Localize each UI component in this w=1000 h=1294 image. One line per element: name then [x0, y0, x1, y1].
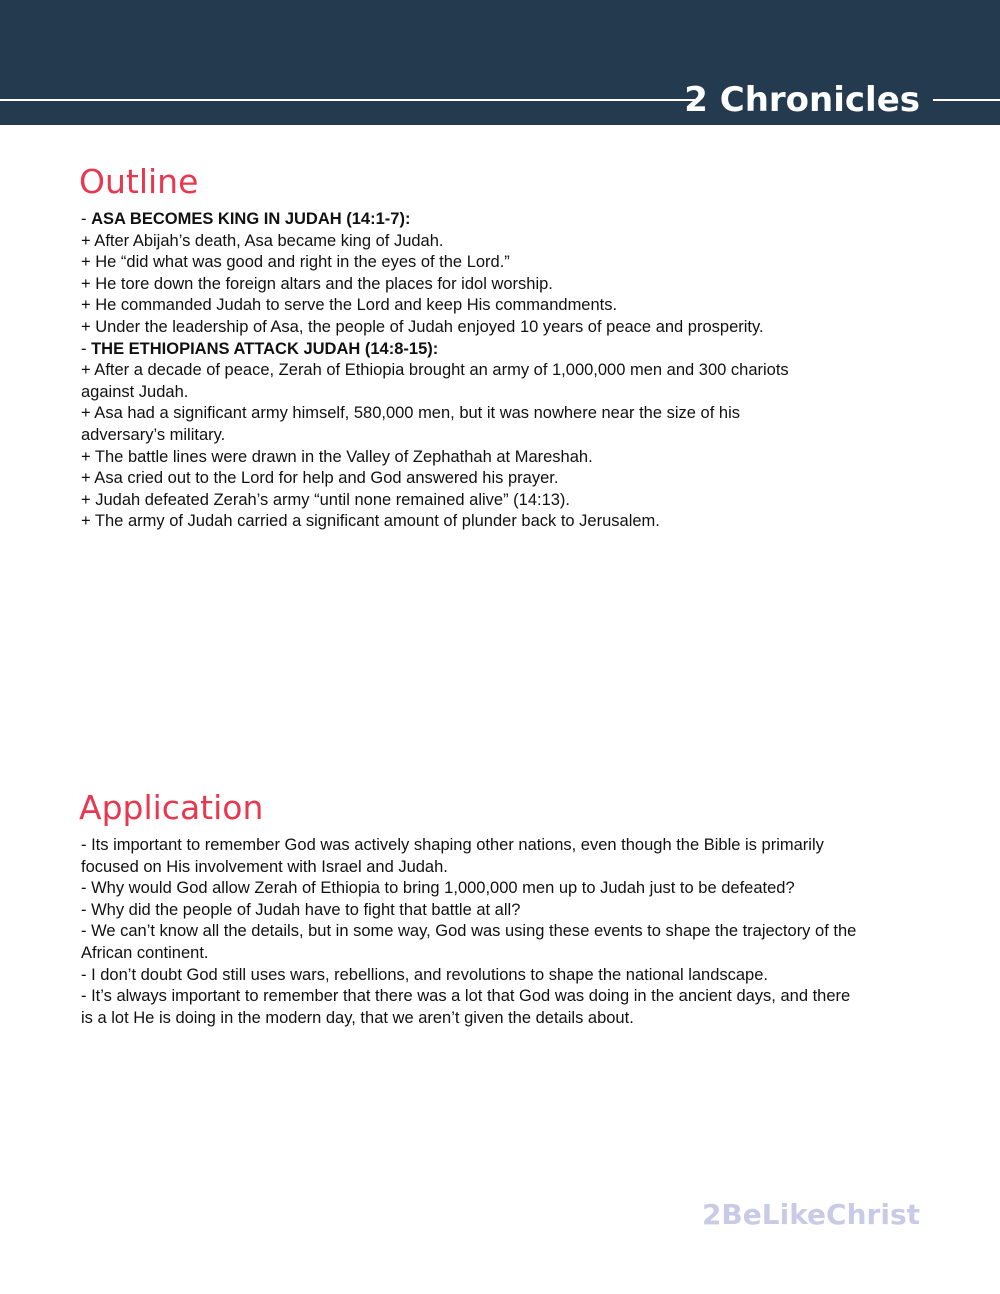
outline-subitem: + Asa had a significant army himself, 580,000 men, but it was nowhere near the size of his	[81, 404, 740, 423]
outline-subitem: + He commanded Judah to serve the Lord and keep His commandments.	[81, 296, 618, 315]
application-heading: Application	[79, 788, 264, 827]
application-item: - I don’t doubt God still uses wars, rebellions, and revolutions to shape the national landscape.	[81, 965, 768, 984]
header-rule-right	[933, 99, 1000, 101]
outline-subitem: + Judah defeated Zerah’s army “until none remained alive” (14:13).	[81, 490, 571, 509]
outline-subitem: + He “did what was good and right in the eyes of the Lord.”	[81, 253, 510, 272]
application-item: - We can’t know all the details, but in some way, God was using these events to shape the trajectory of the	[81, 922, 857, 941]
outline-subitem: + The battle lines were drawn in the Valley of Zephathah at Mareshah.	[81, 447, 593, 466]
outline-subitem-continued: adversary’s military.	[81, 425, 226, 444]
application-list	[81, 835, 941, 1029]
page-header	[0, 0, 1000, 125]
outline-point-2: - THE ETHIOPIANS ATTACK JUDAH (14:8-15):	[81, 339, 439, 358]
outline-subitem: + Under the leadership of Asa, the people of Judah enjoyed 10 years of peace and prosperity.	[81, 317, 764, 336]
application-item-continued: is a lot He is doing in the modern day, that we aren’t given the details about.	[81, 1008, 634, 1027]
outline-subitem: + Asa cried out to the Lord for help and God answered his prayer.	[81, 469, 559, 488]
outline-heading: Outline	[79, 162, 199, 201]
brand-wordmark: 2BeLikeChrist	[701, 1198, 920, 1231]
outline-subitem: + The army of Judah carried a significant amount of plunder back to Jerusalem.	[81, 512, 660, 531]
outline-subitem-continued: against Judah.	[81, 382, 189, 401]
outline-subitem: + He tore down the foreign altars and the places for idol worship.	[81, 274, 553, 293]
application-item: - It’s always important to remember that there was a lot that God was doing in the ancient days, and there	[81, 987, 851, 1006]
outline-point-heading: THE ETHIOPIANS ATTACK JUDAH (14:8-15):	[91, 339, 439, 358]
application-item-continued: African continent.	[81, 943, 209, 962]
outline-subitem: + After Abijah’s death, Asa became king of Judah.	[81, 231, 444, 250]
outline-point-heading: ASA BECOMES KING IN JUDAH (14:1-7):	[91, 210, 411, 228]
application-item: - Its important to remember God was actively shaping other nations, even though the Bible is primarily	[81, 836, 824, 854]
outline-point-1: - ASA BECOMES KING IN JUDAH (14:1-7):	[81, 210, 411, 228]
page-title: 2 Chronicles	[684, 80, 920, 120]
header-rule-left	[0, 99, 695, 101]
application-item: - Why would God allow Zerah of Ethiopia to bring 1,000,000 men up to Judah just to be defeated?	[81, 879, 795, 898]
outline-subitem: + After a decade of peace, Zerah of Ethiopia brought an army of 1,000,000 men and 300 chariots	[81, 361, 789, 380]
application-item: - Why did the people of Judah have to fight that battle at all?	[81, 900, 521, 919]
outline-list	[81, 209, 941, 533]
application-item-continued: focused on His involvement with Israel and Judah.	[81, 857, 448, 876]
